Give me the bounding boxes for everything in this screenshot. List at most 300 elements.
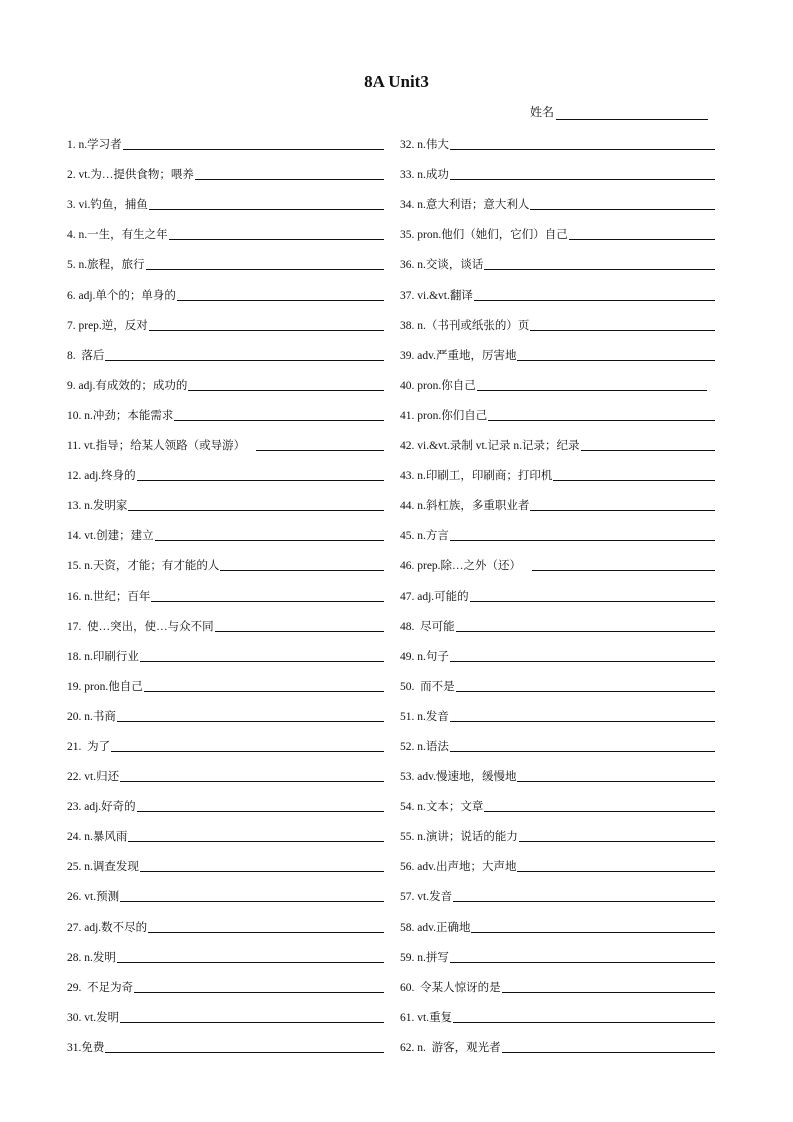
item-definition: n.（书刊或纸张的）页	[414, 319, 530, 332]
answer-blank[interactable]	[117, 707, 384, 722]
vocab-item	[400, 997, 715, 1027]
vocab-item	[67, 816, 384, 846]
item-definition: 落后	[75, 349, 105, 362]
item-number: 39.	[400, 349, 415, 362]
vocab-prompt	[67, 258, 145, 274]
vocab-prompt	[400, 951, 449, 967]
vocab-prompt	[67, 379, 187, 395]
item-definition: n.调查发现	[81, 861, 139, 874]
answer-blank[interactable]	[470, 587, 715, 602]
vocab-prompt	[67, 680, 143, 696]
item-number: 10.	[67, 409, 82, 422]
item-definition: n.世纪；百年	[81, 590, 151, 603]
answer-blank[interactable]	[144, 677, 384, 692]
item-definition: 为了	[81, 740, 111, 753]
answer-blank[interactable]	[220, 556, 384, 571]
vocab-item	[67, 967, 384, 997]
answer-blank[interactable]	[111, 737, 384, 752]
vocab-item	[400, 636, 715, 666]
item-number: 13.	[67, 500, 82, 513]
item-number: 20.	[67, 710, 82, 723]
vocab-item	[400, 876, 715, 906]
vocab-prompt	[67, 499, 127, 515]
item-number: 41.	[400, 409, 415, 422]
answer-blank[interactable]	[553, 466, 715, 481]
item-definition: n.发明	[81, 951, 116, 964]
answer-blank[interactable]	[450, 737, 715, 752]
item-number: 61.	[400, 1011, 415, 1024]
item-definition: vt.发明	[81, 1011, 120, 1024]
item-number: 60.	[400, 981, 415, 994]
vocab-prompt	[400, 1011, 452, 1027]
vocab-item	[400, 425, 715, 455]
answer-blank[interactable]	[105, 346, 384, 361]
item-number: 36.	[400, 259, 415, 272]
vocab-prompt	[67, 529, 154, 545]
item-definition: n.书商	[81, 710, 116, 723]
item-number: 50.	[400, 680, 415, 693]
item-definition: vi.&vt.录制 vt.记录 n.记录；纪录	[414, 440, 580, 453]
item-number: 31.	[67, 1041, 82, 1054]
vocab-item	[67, 575, 384, 605]
vocab-prompt	[400, 559, 521, 575]
item-definition: adj.数不尽的	[81, 921, 148, 934]
vocab-prompt	[67, 921, 147, 937]
vocab-item	[400, 545, 715, 575]
vocab-item	[400, 786, 715, 816]
item-number: 1.	[67, 139, 76, 152]
item-definition: n.一生，有生之年	[75, 229, 168, 242]
item-number: 47.	[400, 590, 415, 603]
answer-blank[interactable]	[530, 195, 715, 210]
answer-blank[interactable]	[484, 255, 715, 270]
answer-blank[interactable]	[215, 617, 384, 632]
item-number: 17.	[67, 620, 82, 633]
answer-blank[interactable]	[105, 1038, 384, 1053]
item-number: 53.	[400, 771, 415, 784]
item-definition: vt.为…提供食物；喂养	[75, 169, 194, 182]
item-definition: n.成功	[414, 169, 449, 182]
item-number: 3.	[67, 199, 76, 212]
vocab-prompt	[400, 590, 469, 606]
vocab-item	[400, 1027, 715, 1057]
vocab-item	[400, 967, 715, 997]
item-number: 24.	[67, 831, 82, 844]
answer-blank[interactable]	[477, 376, 707, 391]
item-definition: adj.终身的	[81, 470, 136, 483]
vocab-item	[400, 455, 715, 485]
item-number: 26.	[67, 891, 82, 904]
vocab-item	[400, 906, 715, 936]
answer-blank[interactable]	[177, 286, 384, 301]
vocab-prompt	[67, 469, 136, 485]
item-definition: adj.好奇的	[81, 801, 136, 814]
item-definition: n.拼写	[414, 951, 449, 964]
item-number: 48.	[400, 620, 415, 633]
vocab-item	[400, 937, 715, 967]
answer-blank[interactable]	[532, 556, 715, 571]
answer-blank[interactable]	[530, 496, 715, 511]
item-number: 16.	[67, 590, 82, 603]
vocab-prompt	[67, 620, 214, 636]
vocab-prompt	[67, 981, 133, 997]
vocab-prompt	[67, 1011, 119, 1027]
item-definition: adv.正确地	[414, 921, 471, 934]
vocab-prompt	[400, 981, 501, 997]
item-number: 33.	[400, 169, 415, 182]
vocab-item	[400, 756, 715, 786]
answer-blank[interactable]	[456, 677, 715, 692]
answer-blank[interactable]	[450, 707, 715, 722]
item-number: 54.	[400, 801, 415, 814]
vocab-prompt	[67, 951, 116, 967]
vocab-item	[67, 756, 384, 786]
vocab-item	[67, 666, 384, 696]
vocab-prompt	[67, 198, 148, 214]
answer-blank[interactable]	[471, 918, 715, 933]
answer-blank[interactable]	[149, 195, 384, 210]
vocab-prompt	[67, 890, 119, 906]
answer-blank[interactable]	[151, 587, 384, 602]
vocab-prompt	[67, 830, 127, 846]
name-label: 姓名	[530, 105, 555, 119]
vocab-item	[400, 305, 715, 335]
answer-blank[interactable]	[195, 165, 384, 180]
item-definition: n.印刷行业	[81, 650, 139, 663]
item-definition: 不足为奇	[81, 981, 134, 994]
vocab-prompt	[400, 379, 476, 395]
vocab-prompt	[67, 590, 150, 606]
vocab-item	[67, 425, 384, 455]
vocab-item	[400, 335, 715, 365]
vocab-prompt	[400, 198, 529, 214]
vocab-prompt	[67, 710, 116, 726]
vocab-item	[67, 305, 384, 335]
vocab-prompt	[400, 650, 449, 666]
answer-blank[interactable]	[174, 406, 384, 421]
item-definition: vi.&vt.翻译	[414, 289, 473, 302]
answer-blank[interactable]	[450, 165, 715, 180]
answer-blank[interactable]	[140, 857, 384, 872]
answer-blank[interactable]	[450, 647, 715, 662]
item-number: 30.	[67, 1011, 82, 1024]
item-number: 56.	[400, 861, 415, 874]
vocab-prompt	[400, 770, 516, 786]
item-number: 29.	[67, 981, 82, 994]
vocab-item	[67, 455, 384, 485]
vocab-prompt	[67, 409, 173, 425]
answer-blank[interactable]	[256, 436, 384, 451]
item-definition: 免费	[81, 1041, 105, 1054]
answer-blank[interactable]	[137, 466, 384, 481]
item-number: 21.	[67, 740, 82, 753]
vocab-item	[67, 937, 384, 967]
vocab-item	[67, 876, 384, 906]
item-definition: adj.单个的；单身的	[75, 289, 176, 302]
vocab-item	[67, 545, 384, 575]
vocab-item	[67, 906, 384, 936]
answer-blank[interactable]	[128, 827, 384, 842]
item-definition: n.演讲；说话的能力	[414, 831, 518, 844]
vocab-item	[67, 214, 384, 244]
item-definition: adv.出声地；大声地	[414, 861, 517, 874]
worksheet-title: 8A Unit3	[364, 72, 429, 91]
item-definition: n.旅程，旅行	[75, 259, 145, 272]
vocab-item	[67, 365, 384, 395]
answer-blank[interactable]	[117, 948, 384, 963]
item-number: 27.	[67, 921, 82, 934]
item-number: 35.	[400, 229, 415, 242]
item-number: 34.	[400, 199, 415, 212]
vocab-prompt	[400, 319, 529, 335]
item-number: 14.	[67, 530, 82, 543]
item-definition: vt.重复	[414, 1011, 453, 1024]
name-field-row	[530, 103, 708, 120]
vocab-prompt	[400, 1041, 501, 1057]
vocab-prompt	[400, 710, 449, 726]
vocab-item	[400, 395, 715, 425]
vocab-item	[67, 726, 384, 756]
vocab-item	[400, 515, 715, 545]
item-number: 22.	[67, 771, 82, 784]
vocab-item	[400, 575, 715, 605]
answer-blank[interactable]	[484, 797, 715, 812]
item-definition: n.句子	[414, 650, 449, 663]
vocab-prompt	[67, 319, 148, 335]
vocab-prompt	[67, 860, 139, 876]
vocab-item	[400, 696, 715, 726]
vocab-item	[67, 335, 384, 365]
item-number: 5.	[67, 259, 76, 272]
item-definition: 尽可能	[414, 620, 455, 633]
vocab-prompt	[400, 680, 455, 696]
item-definition: 使…突出，使…与众不同	[81, 620, 214, 633]
vocab-item	[400, 846, 715, 876]
vocab-item	[67, 274, 384, 304]
answer-blank[interactable]	[502, 1038, 715, 1053]
vocab-prompt	[67, 168, 194, 184]
item-definition: pron.你自己	[414, 379, 476, 392]
vocab-prompt	[400, 138, 449, 154]
item-definition: vt.创建；建立	[81, 530, 154, 543]
vocab-prompt	[67, 1041, 104, 1057]
item-number: 7.	[67, 319, 76, 332]
item-definition: adj.可能的	[414, 590, 469, 603]
answer-blank[interactable]	[569, 225, 715, 240]
vocab-item	[67, 184, 384, 214]
item-number: 45.	[400, 530, 415, 543]
item-definition: n.印刷工，印刷商；打印机	[414, 470, 553, 483]
item-number: 28.	[67, 951, 82, 964]
item-definition: n.发音	[414, 710, 449, 723]
item-definition: n.冲劲；本能需求	[81, 409, 174, 422]
item-definition: n.斜杠族，多重职业者	[414, 500, 530, 513]
item-number: 38.	[400, 319, 415, 332]
item-definition: pron.他们（她们，它们）自己	[414, 229, 568, 242]
answer-blank[interactable]	[450, 135, 715, 150]
vocab-prompt	[67, 228, 168, 244]
item-definition: n.语法	[414, 740, 449, 753]
item-number: 4.	[67, 229, 76, 242]
answer-blank[interactable]	[169, 225, 384, 240]
item-definition: pron.他自己	[81, 680, 143, 693]
vocab-item	[400, 244, 715, 274]
item-number: 51.	[400, 710, 415, 723]
vocab-item	[400, 485, 715, 515]
item-number: 37.	[400, 289, 415, 302]
vocab-item	[67, 485, 384, 515]
item-number: 15.	[67, 560, 82, 573]
vocab-item	[67, 395, 384, 425]
vocab-prompt	[400, 228, 568, 244]
vocab-prompt	[67, 289, 176, 305]
item-number: 32.	[400, 139, 415, 152]
vocab-item	[400, 666, 715, 696]
left-column	[67, 124, 384, 1057]
item-definition: n.方言	[414, 530, 449, 543]
answer-blank[interactable]	[453, 887, 715, 902]
item-number: 52.	[400, 740, 415, 753]
vocab-item	[67, 786, 384, 816]
vocab-item	[67, 636, 384, 666]
vocab-item	[67, 1027, 384, 1057]
answer-blank[interactable]	[456, 617, 715, 632]
vocab-item	[400, 124, 715, 154]
vocab-item	[400, 214, 715, 244]
vocab-prompt	[67, 559, 219, 575]
name-blank[interactable]	[556, 105, 708, 120]
vocab-item	[400, 184, 715, 214]
vocab-prompt	[400, 168, 449, 184]
item-definition: vt.指导；给某人领路（或导游）	[80, 440, 246, 453]
answer-blank[interactable]	[517, 767, 715, 782]
answer-blank[interactable]	[120, 1008, 384, 1023]
item-number: 42.	[400, 440, 415, 453]
item-number: 62.	[400, 1041, 415, 1054]
vocab-item	[400, 274, 715, 304]
vocab-prompt	[67, 439, 245, 455]
answer-blank[interactable]	[120, 767, 384, 782]
item-number: 55.	[400, 831, 415, 844]
answer-blank[interactable]	[148, 918, 384, 933]
vocab-item	[67, 515, 384, 545]
vocab-item	[400, 726, 715, 756]
answer-blank[interactable]	[488, 406, 715, 421]
vocab-prompt	[400, 469, 552, 485]
item-definition: vt.发音	[414, 891, 453, 904]
vocab-prompt	[67, 770, 119, 786]
item-number: 44.	[400, 500, 415, 513]
vocab-prompt	[400, 830, 518, 846]
vocab-prompt	[400, 349, 516, 365]
answer-blank[interactable]	[581, 436, 715, 451]
answer-blank[interactable]	[123, 135, 384, 150]
answer-blank[interactable]	[450, 526, 715, 541]
item-definition: n. 游客，观光者	[414, 1041, 501, 1054]
item-definition: vt.归还	[81, 771, 120, 784]
item-number: 59.	[400, 951, 415, 964]
answer-blank[interactable]	[149, 316, 384, 331]
answer-blank[interactable]	[530, 316, 715, 331]
item-number: 18.	[67, 650, 82, 663]
item-definition: n.学习者	[75, 139, 122, 152]
answer-blank[interactable]	[155, 526, 384, 541]
answer-blank[interactable]	[137, 797, 384, 812]
answer-blank[interactable]	[474, 286, 715, 301]
answer-blank[interactable]	[128, 496, 384, 511]
vocab-prompt	[67, 740, 110, 756]
item-definition: vt.预测	[81, 891, 120, 904]
item-definition: n.发明家	[81, 500, 128, 513]
vocab-item	[67, 997, 384, 1027]
vocab-item	[67, 244, 384, 274]
item-number: 23.	[67, 801, 82, 814]
item-number: 58.	[400, 921, 415, 934]
answer-blank[interactable]	[519, 827, 715, 842]
item-definition: n.文本；文章	[414, 801, 484, 814]
vocab-prompt	[400, 289, 473, 305]
vocab-prompt	[400, 620, 455, 636]
vocab-prompt	[67, 650, 139, 666]
answer-blank[interactable]	[453, 1008, 715, 1023]
item-definition: n.交谈，谈话	[414, 259, 484, 272]
item-definition: adv.严重地，厉害地	[414, 349, 517, 362]
item-number: 40.	[400, 379, 415, 392]
vocab-item	[400, 365, 715, 395]
vocab-prompt	[400, 740, 449, 756]
vocab-prompt	[400, 890, 452, 906]
item-definition: n.伟大	[414, 139, 449, 152]
vocab-item	[400, 154, 715, 184]
vocab-item	[67, 124, 384, 154]
item-number: 8.	[67, 349, 76, 362]
vocab-prompt	[400, 439, 580, 455]
answer-blank[interactable]	[120, 887, 384, 902]
item-number: 9.	[67, 379, 76, 392]
vocab-prompt	[400, 529, 449, 545]
item-definition: n.暴风雨	[81, 831, 128, 844]
item-number: 25.	[67, 861, 82, 874]
vocab-item	[67, 154, 384, 184]
vocab-item	[67, 696, 384, 726]
answer-blank[interactable]	[517, 857, 715, 872]
item-number: 2.	[67, 169, 76, 182]
item-number: 43.	[400, 470, 415, 483]
answer-blank[interactable]	[188, 376, 384, 391]
vocab-prompt	[400, 409, 487, 425]
answer-blank[interactable]	[140, 647, 384, 662]
answer-blank[interactable]	[134, 978, 384, 993]
item-number: 46.	[400, 560, 415, 573]
vocab-prompt	[67, 138, 122, 154]
answer-blank[interactable]	[517, 346, 715, 361]
answer-blank[interactable]	[146, 255, 384, 270]
item-definition: n.天资，才能；有才能的人	[81, 560, 220, 573]
item-definition: adj.有成效的；成功的	[75, 379, 188, 392]
item-definition: prep.除…之外（还）	[414, 560, 522, 573]
answer-blank[interactable]	[502, 978, 715, 993]
vocab-item	[67, 846, 384, 876]
item-number: 19.	[67, 680, 82, 693]
answer-blank[interactable]	[450, 948, 715, 963]
vocab-prompt	[400, 800, 483, 816]
item-definition: vi.钓鱼，捕鱼	[75, 199, 148, 212]
vocab-item	[67, 606, 384, 636]
item-number: 49.	[400, 650, 415, 663]
item-definition: 而不是	[414, 680, 455, 693]
item-definition: n.意大利语；意大利人	[414, 199, 530, 212]
item-definition: pron.你们自己	[414, 409, 488, 422]
